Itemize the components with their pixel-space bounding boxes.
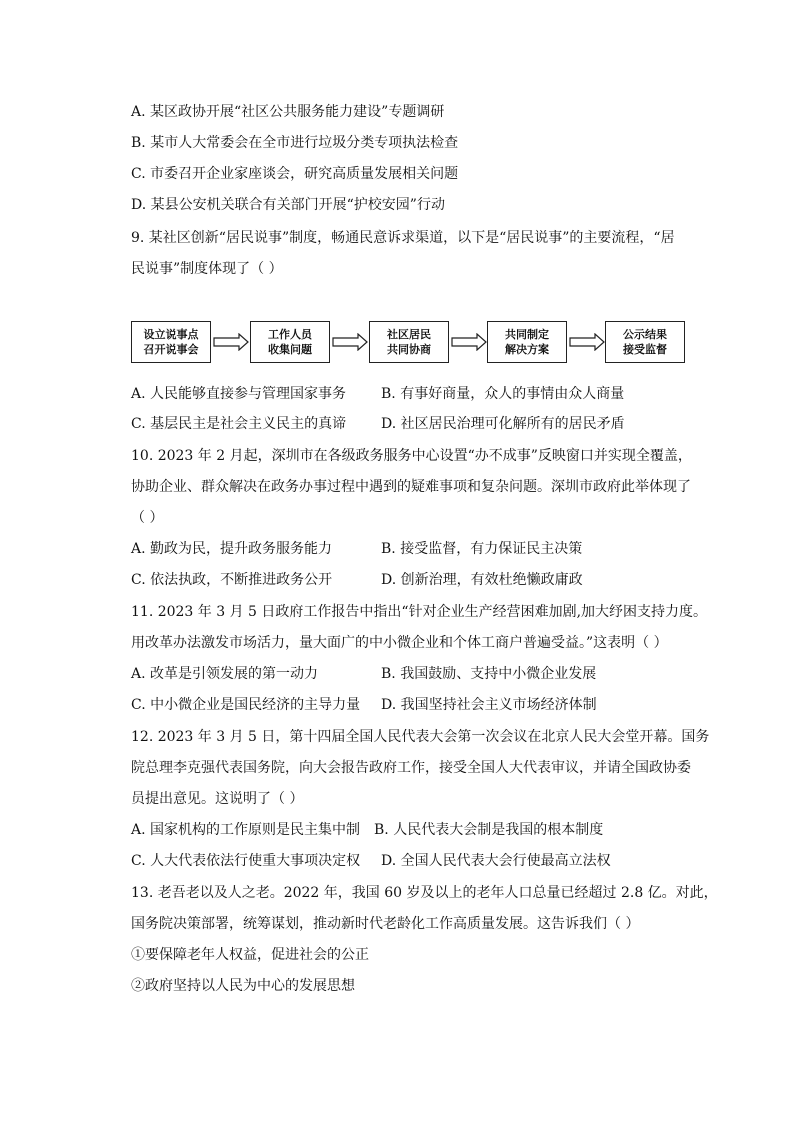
q8-option-b: B. 某市人大常委会在全市进行垃圾分类专项执法检查 (131, 135, 459, 151)
flow-arrow-2-icon (332, 333, 368, 351)
q8-option-d: D. 某县公安机关联合有关部门开展“护校安园”行动 (131, 197, 445, 213)
q10-stem-line1: 10. 2023 年 2 月起，深圳市在各级政务服务中心设置“办不成事”反映窗口并实现全覆盖， (131, 448, 692, 464)
q11-stem-line2: 用改革办法激发市场活力，量大面广的中小微企业和个体工商户普遍受益。”这表明（ ） (131, 635, 668, 651)
flow-step-3-line1: 社区居民 (387, 328, 431, 341)
q9-option-d: D. 社区居民治理可化解所有的居民矛盾 (381, 416, 625, 432)
q10-option-d: D. 创新治理，有效杜绝懒政庸政 (381, 572, 583, 588)
flow-step-5 (605, 321, 685, 363)
flow-step-4-line1: 共同制定 (505, 328, 549, 341)
q11-option-b: B. 我国鼓励、支持中小微企业发展 (381, 666, 597, 682)
flow-step-5-line2: 接受监督 (623, 343, 667, 356)
q12-option-d: D. 全国人民代表大会行使最高立法权 (381, 853, 611, 869)
flow-arrow-4-icon (569, 333, 605, 351)
q13-stem-line2: 国务院决策部署，统筹谋划，推动新时代老龄化工作高质量发展。这告诉我们（ ） (131, 916, 640, 932)
flow-step-3 (369, 321, 449, 363)
q12-option-a: A. 国家机构的工作原则是民主集中制 (131, 822, 361, 838)
q13-item-1: ①要保障老年人权益，促进社会的公正 (131, 947, 369, 963)
q9-option-c: C. 基层民主是社会主义民主的真谛 (131, 416, 347, 432)
q11-option-a: A. 改革是引领发展的第一动力 (131, 666, 319, 682)
q12-option-b: B. 人民代表大会制是我国的根本制度 (374, 822, 604, 838)
flow-step-1 (131, 321, 211, 363)
q9-stem-line1: 9. 某社区创新“居民说事”制度，畅通民意诉求渠道，以下是“居民说事”的主要流程，“居 (131, 230, 675, 246)
q12-option-c: C. 人大代表依法行使重大事项决定权 (131, 853, 361, 869)
flow-arrow-1-icon (213, 333, 249, 351)
q12-stem-line1: 12. 2023 年 3 月 5 日，第十四届全国人民代表大会第一次会议在北京人民大会堂开幕。国务 (131, 729, 710, 745)
q10-option-b: B. 接受监督，有力保证民主决策 (381, 541, 583, 557)
q9-option-b: B. 有事好商量，众人的事情由众人商量 (381, 386, 625, 402)
q13-item-2: ②政府坚持以人民为中心的发展思想 (131, 978, 355, 994)
q8-option-c: C. 市委召开企业家座谈会，研究高质量发展相关问题 (131, 166, 459, 182)
q12-stem-line2: 院总理李克强代表国务院，向大会报告政府工作，接受全国人大代表审议，并请全国政协委 (131, 760, 691, 776)
flow-step-1-line1: 设立说事点 (143, 328, 199, 341)
flow-step-2 (250, 321, 330, 363)
q11-option-c: C. 中小微企业是国民经济的主导力量 (131, 697, 361, 713)
q10-option-c: C. 依法执政，不断推进政务公开 (131, 572, 333, 588)
q12-stem-line3: 员提出意见。这说明了（ ） (131, 791, 304, 807)
q9-flowchart (131, 321, 691, 367)
flow-step-4 (487, 321, 567, 363)
q11-stem-line1: 11. 2023 年 3 月 5 日政府工作报告中指出“针对企业生产经营困难加剧,加大纾困支持力度。 (131, 604, 708, 620)
q8-option-a: A. 某区政协开展“社区公共服务能力建设”专题调研 (131, 104, 445, 120)
q10-stem-line3: （ ） (131, 510, 164, 526)
flow-step-2-line2: 收集问题 (268, 343, 312, 356)
flow-step-4-line2: 解决方案 (505, 343, 549, 356)
q13-stem-line1: 13. 老吾老以及人之老。2022 年，我国 60 岁及以上的老年人口总量已经超过 2.8 亿。对此， (131, 885, 718, 901)
flow-step-1-line2: 召开说事会 (143, 343, 199, 356)
q9-option-a: A. 人民能够直接参与管理国家事务 (131, 386, 347, 402)
q11-option-d: D. 我国坚持社会主义市场经济体制 (381, 697, 597, 713)
flow-step-2-line1: 工作人员 (268, 328, 312, 341)
flow-step-3-line2: 共同协商 (387, 343, 431, 356)
flow-arrow-3-icon (451, 333, 487, 351)
q10-option-a: A. 勤政为民，提升政务服务能力 (131, 541, 333, 557)
q10-stem-line2: 协助企业、群众解决在政务办事过程中遇到的疑难事项和复杂问题。深圳市政府此举体现了 (131, 479, 691, 495)
q9-stem-line2: 民说事”制度体现了（ ） (131, 261, 283, 277)
flow-step-5-line1: 公示结果 (623, 328, 667, 341)
